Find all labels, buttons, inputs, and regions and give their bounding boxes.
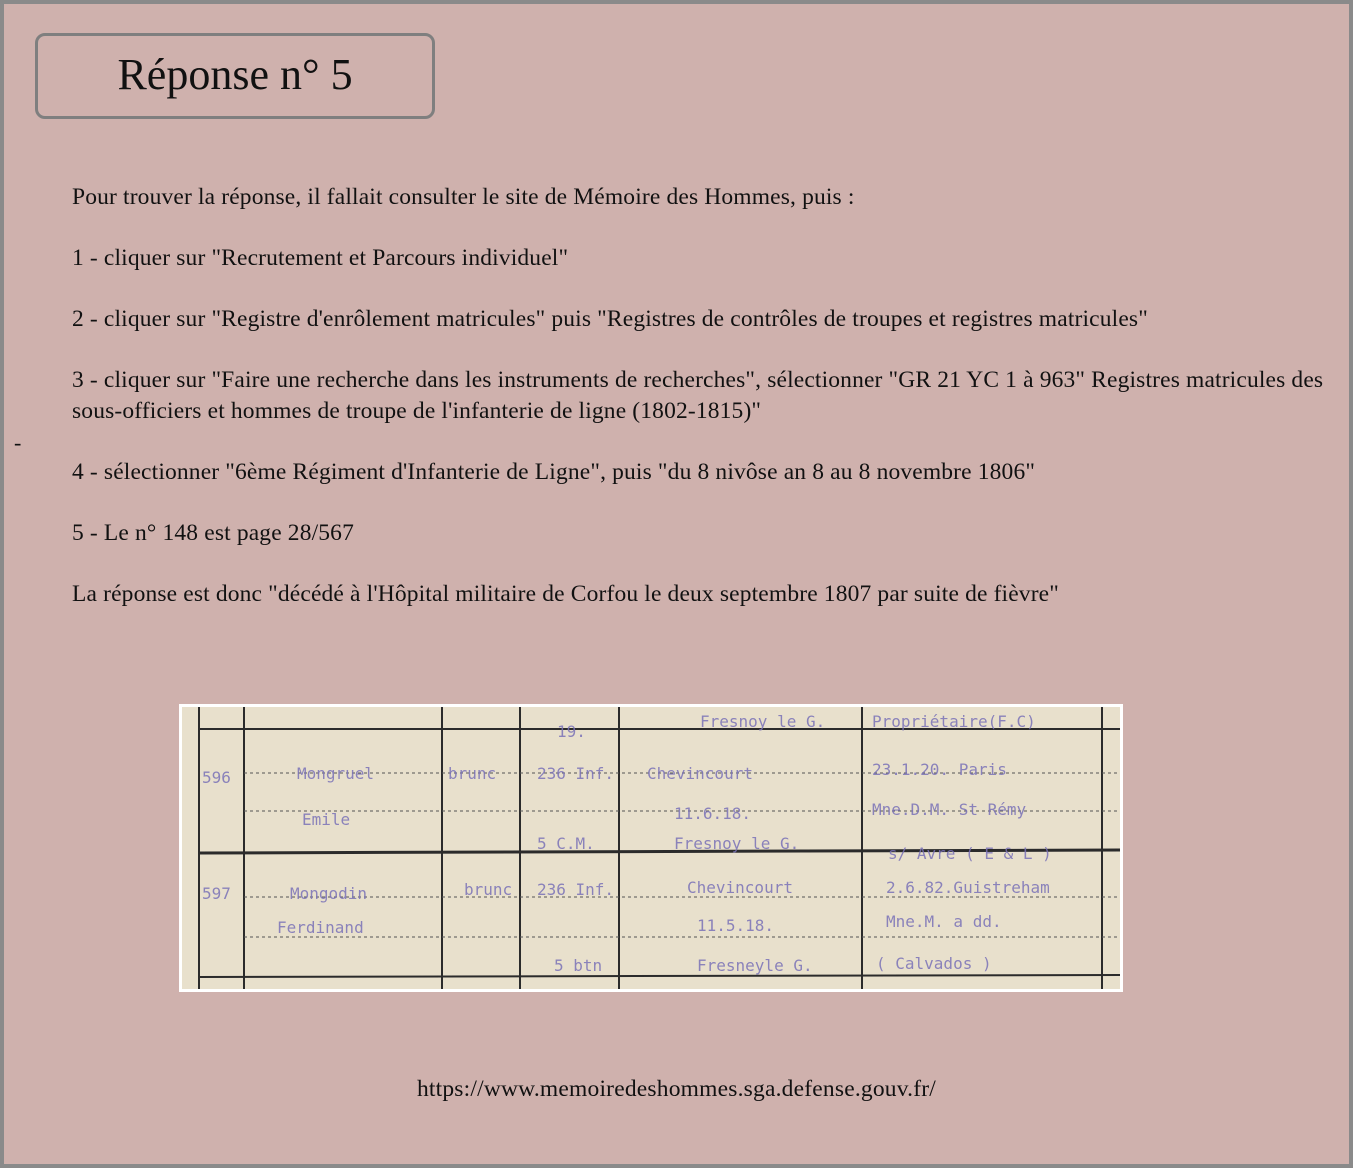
col-c: s/ Avre ( E & L ) <box>888 844 1052 863</box>
register-excerpt-drawing <box>182 707 1120 989</box>
col-a: 19. <box>557 722 586 741</box>
firstname: Emile <box>302 810 351 829</box>
col-b: Fresnoy le G. <box>700 712 826 731</box>
surname: Mongruel <box>297 764 375 783</box>
firstname: Ferdinand <box>277 918 364 937</box>
step-4: 4 - sélectionner "6ème Régiment d'Infanterie de Ligne", puis "du 8 nivôse an 8 au 8 novembre 1806" <box>72 459 1036 485</box>
register-excerpt-image <box>179 704 1123 992</box>
row-number: 596 <box>202 768 231 787</box>
col-c: 23.1.20. Paris <box>872 760 1007 779</box>
step-2: 2 - cliquer sur "Registre d'enrôlement matricules" puis "Registres de contrôles de troupes et registres matricules" <box>72 306 1148 332</box>
intro-paragraph: Pour trouver la réponse, il fallait consulter le site de Mémoire des Hommes, puis : <box>72 184 855 210</box>
col-c: Mne.M. a dd. <box>886 912 1002 931</box>
col-b: 11.6.18. <box>674 804 752 823</box>
step-1: 1 - cliquer sur "Recrutement et Parcours individuel" <box>72 245 569 271</box>
col-b: Chevincourt <box>687 878 793 897</box>
hair: brunc <box>448 764 497 783</box>
step-5: 5 - Le n° 148 est page 28/567 <box>72 520 354 546</box>
page-title: Réponse n° 5 <box>117 49 353 99</box>
col-b: Chevincourt <box>647 764 753 783</box>
col-b: Fresneyle G. <box>697 956 813 975</box>
col-c: ( Calvados ) <box>876 954 992 973</box>
col-c: Propriétaire(F.C) <box>872 712 1036 731</box>
answer-text <box>72 182 1342 640</box>
col-b: Fresnoy le G. <box>674 834 800 853</box>
col-a: 236 Inf. <box>537 764 615 783</box>
source-url[interactable]: https://www.memoiredeshommes.sga.defense.gouv.fr/ <box>416 1076 937 1102</box>
col-a: 5 btn <box>554 956 603 975</box>
col-b: 11.5.18. <box>697 916 775 935</box>
conclusion: La réponse est donc "décédé à l'Hôpital militaire de Corfou le deux septembre 1807 par suite de fièvre" <box>72 581 1060 607</box>
row-number: 597 <box>202 884 231 903</box>
step-3: 3 - cliquer sur "Faire une recherche dans les instruments de recherches", sélectionner "GR 21 YC 1 à 963" Registres matricules des sous-officiers et hommes de troupe de l'infanterie de ligne (1802-1815)" <box>72 367 1324 424</box>
stray-mark: - <box>14 430 22 455</box>
col-c: 2.6.82.Guistreham <box>886 878 1050 897</box>
col-c: Mne.D.M. St Rémy <box>872 800 1027 819</box>
col-a: 236 Inf. <box>537 880 615 899</box>
col-a: 5 C.M. <box>537 834 595 853</box>
hair: brunc <box>464 880 513 899</box>
title-box <box>35 33 435 119</box>
surname: Mongodin <box>290 884 368 903</box>
